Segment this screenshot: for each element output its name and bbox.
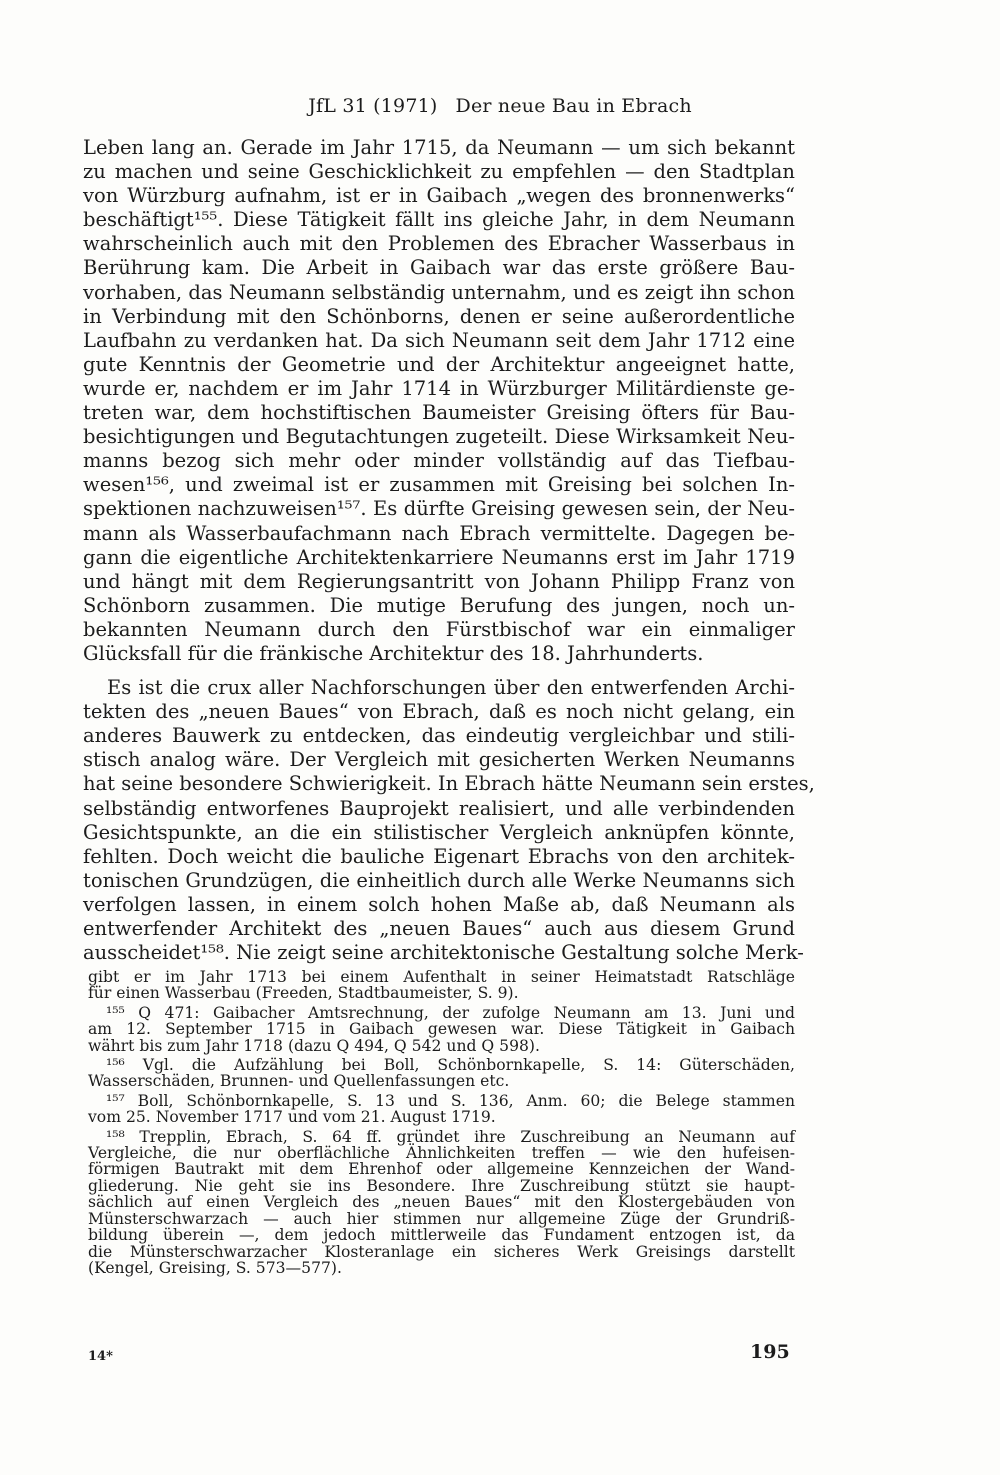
main-text: [83, 136, 815, 965]
footnote-157-cont: [88, 1109, 795, 1125]
footnote-line: am 12. September 1715 in Gaibach gewesen war. Diese Tätigkeit in Gaibach: [88, 1020, 795, 1039]
text-line: und hängt mit dem Regierungsantritt von Johann Philipp Franz von: [83, 569, 795, 593]
text-line: wahrscheinlich auch mit den Problemen des Ebracher Wasserbaus in: [83, 232, 795, 256]
paragraph-2-cont: [83, 700, 815, 965]
text-line: stisch analog wäre. Der Vergleich mit gesicherten Werken Neumanns: [83, 748, 795, 772]
footnote-line: für einen Wasserbau (Freeden, Stadtbaumeister, S. 9).: [88, 984, 519, 1003]
text-line: spektionen nachzuweisen¹⁵⁷. Es dürfte Greising gewesen sein, der Neu-: [83, 497, 795, 521]
footnote-line: ¹⁵⁸ Trepplin, Ebrach, S. 64 ff. gründet ihre Zuschreibung an Neumann auf: [106, 1127, 795, 1146]
text-line: vorhaben, das Neumann selbständig unternahm, und es zeigt ihn schon: [83, 280, 795, 304]
footnote-continuation: [88, 969, 795, 1002]
journal-citation: JfL 31 (1971): [308, 95, 438, 117]
text-line: Laufbahn zu verdanken hat. Da sich Neumann seit dem Jahr 1712 eine: [83, 328, 795, 352]
page-number: 195: [750, 1341, 790, 1363]
text-line: manns bezog sich mehr oder minder vollständig auf das Tiefbau-: [83, 449, 795, 473]
footnote-line: währt bis zum Jahr 1718 (dazu Q 494, Q 542 und Q 598).: [88, 1036, 540, 1055]
footnote-157: [88, 1093, 795, 1109]
text-line: mann als Wasserbaufachmann nach Ebrach vermittelte. Dagegen be-: [83, 521, 795, 545]
footnote-line: gliederung. Nie geht sie ins Besondere. Ihre Zuschreibung stützt sie haupt-: [88, 1176, 795, 1195]
text-line: besichtigungen und Begutachtungen zugeteilt. Diese Wirksamkeit Neu-: [83, 425, 795, 449]
text-line: tonischen Grundzügen, die einheitlich durch alle Werke Neumanns sich: [83, 868, 795, 892]
footnote-156: [88, 1057, 795, 1073]
footnote-line: die Münsterschwarzacher Klosteranlage ein sicheres Werk Greisings darstellt: [88, 1242, 795, 1261]
text-line: verfolgen lassen, in einem solch hohen Maße ab, daß Neumann als: [83, 892, 795, 916]
footnote-line: ¹⁵⁷ Boll, Schönbornkapelle, S. 13 und S. 136, Anm. 60; die Belege stammen: [106, 1091, 795, 1110]
text-line: beschäftigt¹⁵⁵. Diese Tätigkeit fällt ins gleiche Jahr, in dem Neumann: [83, 208, 795, 232]
signature-mark: 14*: [88, 1349, 113, 1364]
footnote-line: bildung überein —, dem jedoch mittlerweile das Fundament entzogen ist, da: [88, 1226, 795, 1245]
footnote-line: gibt er im Jahr 1713 bei einem Aufenthalt in seiner Heimatstadt Ratschläge: [88, 968, 795, 986]
text-line: zu machen und seine Geschicklichkeit zu empfehlen — den Stadtplan: [83, 160, 795, 184]
footnote-158: [88, 1129, 795, 1145]
text-line: Berührung kam. Die Arbeit in Gaibach war das erste größere Bau-: [83, 256, 795, 280]
footnote-line: ¹⁵⁵ Q 471: Gaibacher Amtsrechnung, der zufolge Neumann am 13. Juni und: [106, 1003, 795, 1022]
footnote-155: [88, 1005, 795, 1021]
footnote-line: Vergleiche, die nur oberflächliche Ähnlichkeiten treffen — wie den hufeisen-: [88, 1144, 795, 1163]
footnote-line: Münsterschwarzach — auch hier stimmen nur allgemeine Züge der Grundriß-: [88, 1209, 795, 1228]
text-line: Schönborn zusammen. Die mutige Berufung des jungen, noch un-: [83, 593, 795, 617]
text-line: wurde er, nachdem er im Jahr 1714 in Würzburger Militärdienste ge-: [83, 376, 795, 400]
text-line: treten war, dem hochstiftischen Baumeister Greising öfters für Bau-: [83, 401, 795, 425]
text-line: Es ist die crux aller Nachforschungen über den entwerfenden Archi-: [107, 676, 795, 700]
footnote-line: förmigen Bautrakt mit dem Ehrenhof oder allgemeine Kennzeichen der Wand-: [88, 1160, 795, 1179]
text-line: bekannten Neumann durch den Fürstbischof war ein einmaliger: [83, 617, 795, 641]
text-line: hat seine besondere Schwierigkeit. In Ebrach hätte Neumann sein erstes,: [83, 772, 815, 796]
footnote-line: ¹⁵⁶ Vgl. die Aufzählung bei Boll, Schönbornkapelle, S. 14: Güterschäden,: [106, 1056, 795, 1075]
text-line: in Verbindung mit den Schönborns, denen er seine außerordentliche: [83, 304, 795, 328]
paragraph-2: [83, 676, 795, 700]
text-line: wesen¹⁵⁶, und zweimal ist er zusammen mit Greising bei solchen In-: [83, 473, 795, 497]
footnote-158-cont: [88, 1145, 795, 1276]
running-header: [0, 95, 1000, 117]
footnote-line: (Kengel, Greising, S. 573—577).: [88, 1258, 342, 1277]
footnote-line: sächlich auf einen Vergleich des „neuen Baues“ mit den Klostergebäuden von: [88, 1193, 795, 1212]
text-line: gute Kenntnis der Geometrie und der Architektur angeeignet hatte,: [83, 352, 795, 376]
footnote-155-cont: [88, 1021, 795, 1054]
text-line: Gesichtspunkte, an die ein stilistischer Vergleich anknüpfen könnte,: [83, 820, 795, 844]
text-line: tekten des „neuen Baues“ von Ebrach, daß es noch nicht gelang, ein: [83, 700, 795, 724]
text-line: anderes Bauwerk zu entdecken, das eindeutig vergleichbar und stili-: [83, 724, 795, 748]
text-line: selbständig entworfenes Bauprojekt realisiert, und alle verbindenden: [83, 796, 795, 820]
text-line: gann die eigentliche Architektenkarriere Neumanns erst im Jahr 1719: [83, 545, 795, 569]
paragraph-1: [83, 136, 795, 666]
footnote-156-cont: [88, 1073, 795, 1089]
footnotes: [88, 969, 795, 1276]
footnote-line: Wasserschäden, Brunnen- und Quellenfassungen etc.: [88, 1072, 510, 1091]
text-line: ausscheidet¹⁵⁸. Nie zeigt seine architektonische Gestaltung solche Merk-: [83, 941, 804, 965]
text-line: Leben lang an. Gerade im Jahr 1715, da Neumann — um sich bekannt: [83, 136, 795, 159]
text-line: Glücksfall für die fränkische Architektur des 18. Jahrhunderts.: [83, 641, 704, 665]
footnote-line: vom 25. November 1717 und vom 21. August 1719.: [88, 1108, 496, 1127]
article-title: Der neue Bau in Ebrach: [455, 95, 692, 117]
text-line: fehlten. Doch weicht die bauliche Eigenart Ebrachs von den architek-: [83, 844, 795, 868]
text-line: entwerfender Architekt des „neuen Baues“ auch aus diesem Grund: [83, 917, 795, 940]
text-line: von Würzburg aufnahm, ist er in Gaibach „wegen des bronnenwerks“: [83, 184, 795, 208]
